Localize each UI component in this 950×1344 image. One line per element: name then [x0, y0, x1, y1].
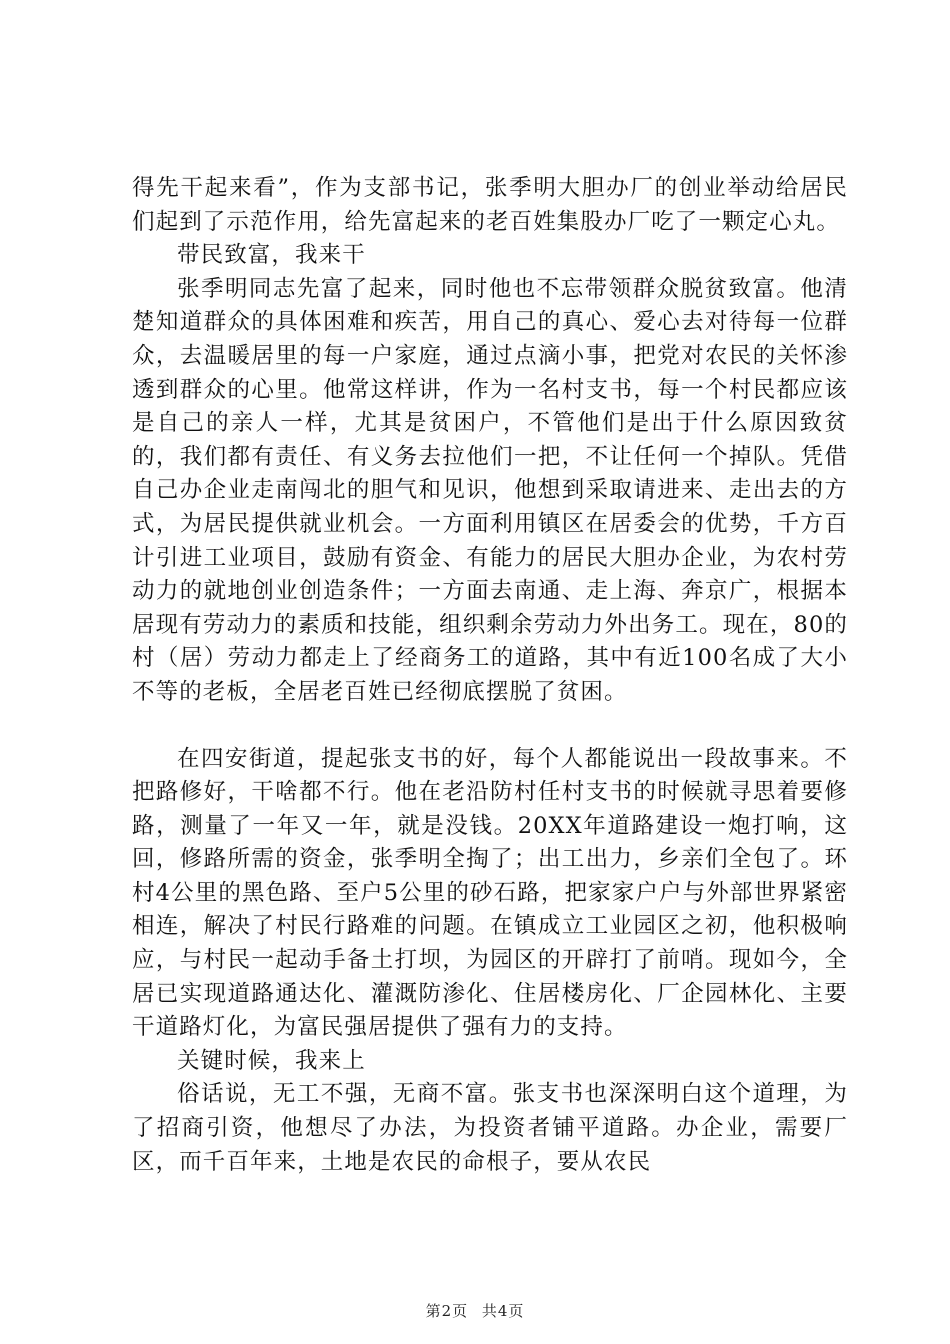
- section-heading-critical-moments: 关键时候，我来上: [177, 1047, 366, 1074]
- paragraph-road-building: 在四安街道，提起张支书的好，每个人都能说出一段故事来。不把路修好，干啥都不行。他在老沿防村任村支书的时候就寻思着要修路，测量了一年又一年，就是没钱。20XX年道路建设一炮打响，这回，修路所需的资金，张季明全掏了；出工出力，乡亲们全包了。环村4公里的黑色路、至户5公里的砂石路，把家家户户与外部世界紧密相连，解决了村民行路难的问题。在镇成立工业园区之初，他积极响应，与村民一起动手备土打坝，为园区的开辟打了前哨。现如今，全居已实现道路通达化、灌溉防渗化、住居楼房化、厂企园林化、主要干道路灯化，为富民强居提供了强有力的支持。: [132, 745, 848, 1041]
- page-total: 共4页: [481, 1302, 525, 1320]
- section-heading-lead-prosperity: 带民致富，我来干: [177, 242, 366, 269]
- paragraph-poverty-relief: 张季明同志先富了起来，同时他也不忘带领群众脱贫致富。他清楚知道群众的具体困难和疾苦，用自己的真心、爱心去对待每一位群众，去温暖居里的每一户家庭，通过点滴小事，把党对农民的关怀渗透到群众的心里。他常这样讲，作为一名村支书，每一个村民都应该是自己的亲人一样，尤其是贫困户，不管他们是出于什么原因致贫的，我们都有责任、有义务去拉他们一把，不让任何一个掉队。凭借自己办企业走南闯北的胆气和见识，他想到采取请进来、走出去的方式，为居民提供就业机会。一方面利用镇区在居委会的优势，千方百计引进工业项目，鼓励有资金、有能力的居民大胆办企业，为农村劳动力的就地创业创造条件；一方面去南通、走上海、奔京广，根据本居现有劳动力的素质和技能，组织剩余劳动力外出务工。现在，80的村（居）劳动力都走上了经商务工的道路，其中有近100名成了大小不等的老板，全居老百姓已经彻底摆脱了贫困。: [132, 275, 848, 705]
- paragraph-continuation: 得先干起来看”，作为支部书记，张季明大胆办厂的创业举动给居民们起到了示范作用，给先富起来的老百姓集股办厂吃了一颗定心丸。: [132, 175, 848, 235]
- page-number: 第2页: [425, 1302, 469, 1320]
- paragraph-investment: 俗话说，无工不强，无商不富。张支书也深深明白这个道理，为了招商引资，他想尽了办法，为投资者铺平道路。办企业，需要厂区，而千百年来，土地是农民的命根子，要从农民: [132, 1081, 848, 1175]
- page-footer: [0, 1300, 950, 1321]
- document-body: [132, 172, 848, 1179]
